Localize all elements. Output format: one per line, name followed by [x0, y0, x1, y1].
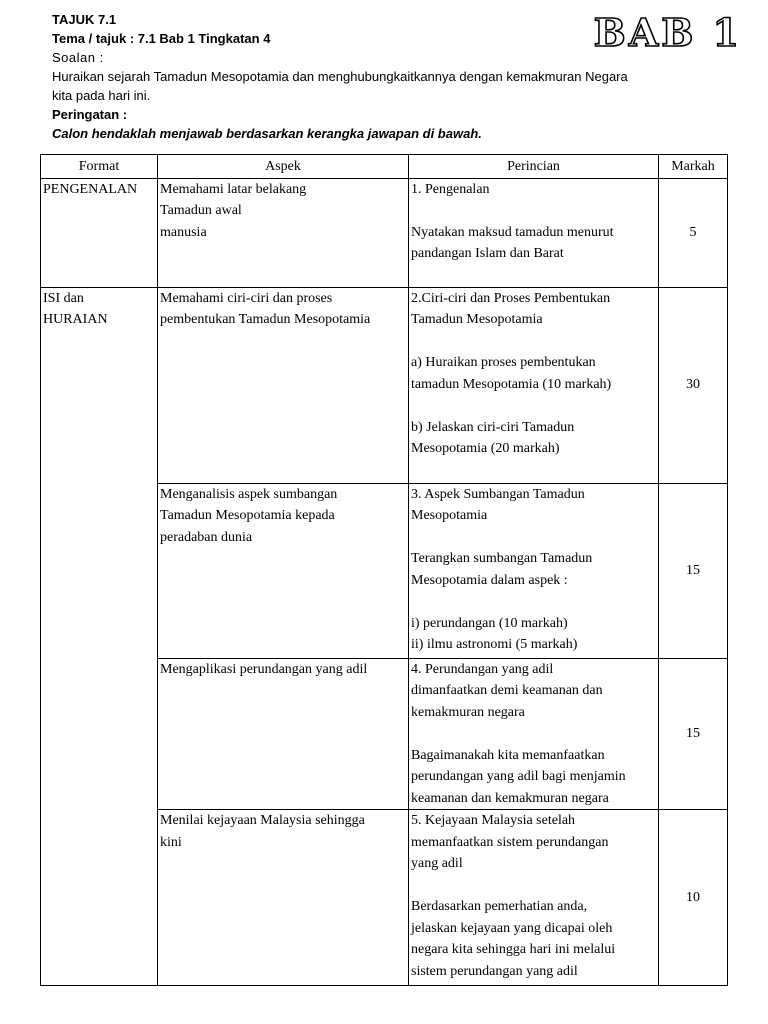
cell-line: Berdasarkan pemerhatian anda, [411, 899, 588, 914]
cell-line: HURAIAN [43, 312, 108, 327]
cell-line: Memahami ciri-ciri dan proses [160, 290, 333, 306]
cell-line: kemakmuran negara [411, 704, 525, 720]
cell-line: pembentukan Tamadun Mesopotamia [160, 312, 371, 327]
peringatan-label: Peringatan : [52, 107, 128, 122]
table-row [41, 658, 728, 810]
cell-line: keamanan dan kemakmuran negara [411, 790, 609, 806]
cell-perincian [409, 178, 659, 287]
cell-line: dimanfaatkan demi keamanan dan [411, 683, 603, 698]
cell-line: manusia [160, 224, 207, 240]
cell-aspek [158, 178, 409, 287]
cell-line: Menilai kejayaan Malaysia sehingga [160, 813, 365, 828]
cell-line: tamadun Mesopotamia (10 markah) [411, 376, 612, 392]
cell-line: Mesopotamia [411, 508, 488, 523]
peringatan-text: Calon hendaklah menjawab berdasarkan kerangka jawapan di bawah. [52, 126, 482, 141]
col-header-markah: Markah [659, 155, 728, 179]
cell-line [411, 395, 656, 417]
cell-line [411, 331, 656, 353]
soalan-text-line-1: Huraikan sejarah Tamadun Mesopotamia dan menghubungkaitkannya dengan kemakmuran Negara [52, 69, 628, 84]
cell-line: negara kita sehingga hari ini melalui [411, 942, 616, 957]
soalan-label: Soalan : [52, 50, 104, 65]
cell-line: perundangan yang adil bagi menjamin [411, 769, 626, 784]
cell-line [411, 527, 656, 549]
cell-perincian [409, 810, 659, 986]
cell-line: 1. Pengenalan [411, 181, 490, 197]
cell-line: Mengaplikasi perundangan yang adil [160, 661, 368, 677]
cell-line: ISI dan [43, 290, 84, 306]
cell-line: Tamadun awal [160, 203, 242, 218]
cell-line: Memahami latar belakang [160, 181, 307, 197]
cell-line: Tamadun Mesopotamia [411, 312, 543, 327]
cell-line: Mesopotamia dalam aspek : [411, 572, 568, 588]
cell-markah: 15 [659, 658, 728, 810]
cell-line: Nyatakan maksud tamadun menurut [411, 224, 614, 240]
cell-line: yang adil [411, 856, 463, 871]
cell-line: 5. Kejayaan Malaysia setelah [411, 813, 576, 828]
table-row [41, 287, 728, 483]
cell-line: Mesopotamia (20 markah) [411, 441, 560, 456]
cell-line: b) Jelaskan ciri-ciri Tamadun [411, 419, 575, 435]
cell-line: ii) ilmu astronomi (5 markah) [411, 637, 578, 652]
cell-line: 3. Aspek Sumbangan Tamadun [411, 486, 585, 502]
cell-line: Menganalisis aspek sumbangan [160, 486, 338, 502]
cell-aspek [158, 483, 409, 658]
cell-aspek [158, 810, 409, 986]
cell-line: sistem perundangan yang adil [411, 963, 578, 979]
soalan-text-line-2: kita pada hari ini. [52, 88, 151, 103]
tema-line: Tema / tajuk : 7.1 Bab 1 Tingkatan 4 [52, 31, 271, 46]
cell-line [411, 200, 656, 222]
cell-aspek [158, 658, 409, 810]
cell-perincian [409, 287, 659, 483]
table-row [41, 810, 728, 986]
cell-line: Tamadun Mesopotamia kepada [160, 508, 335, 523]
bab-heading: BAB 1 [593, 10, 742, 55]
cell-aspek [158, 287, 409, 483]
cell-format [41, 658, 158, 810]
cell-line: kini [160, 834, 182, 850]
table-row [41, 483, 728, 658]
cell-line: PENGENALAN [43, 181, 138, 197]
cell-markah: 15 [659, 483, 728, 658]
tajuk-title: TAJUK 7.1 [52, 12, 117, 27]
cell-perincian [409, 658, 659, 810]
cell-line: 2.Ciri-ciri dan Proses Pembentukan [411, 290, 611, 306]
table-row [41, 178, 728, 287]
col-header-format: Format [41, 155, 158, 179]
cell-line [411, 591, 656, 613]
cell-line [411, 723, 656, 745]
cell-markah: 30 [659, 287, 728, 483]
answer-framework-table [40, 154, 728, 986]
cell-markah: 5 [659, 178, 728, 287]
cell-line: a) Huraikan proses pembentukan [411, 355, 596, 370]
cell-markah: 10 [659, 810, 728, 986]
cell-format [41, 483, 158, 658]
cell-format [41, 178, 158, 287]
cell-line [411, 875, 656, 897]
cell-line: pandangan Islam dan Barat [411, 246, 564, 261]
cell-format [41, 810, 158, 986]
col-header-aspek: Aspek [158, 155, 409, 179]
col-header-perincian: Perincian [409, 155, 659, 179]
table-header-row [41, 155, 728, 179]
cell-line: peradaban dunia [160, 529, 253, 545]
cell-line: memanfaatkan sistem perundangan [411, 834, 609, 850]
cell-format [41, 287, 158, 483]
cell-line: 4. Perundangan yang adil [411, 661, 554, 677]
cell-line: jelaskan kejayaan yang dicapai oleh [411, 920, 613, 936]
cell-line: Terangkan sumbangan Tamadun [411, 551, 593, 566]
cell-line: Bagaimanakah kita memanfaatkan [411, 747, 605, 763]
cell-perincian [409, 483, 659, 658]
cell-line: i) perundangan (10 markah) [411, 615, 568, 631]
